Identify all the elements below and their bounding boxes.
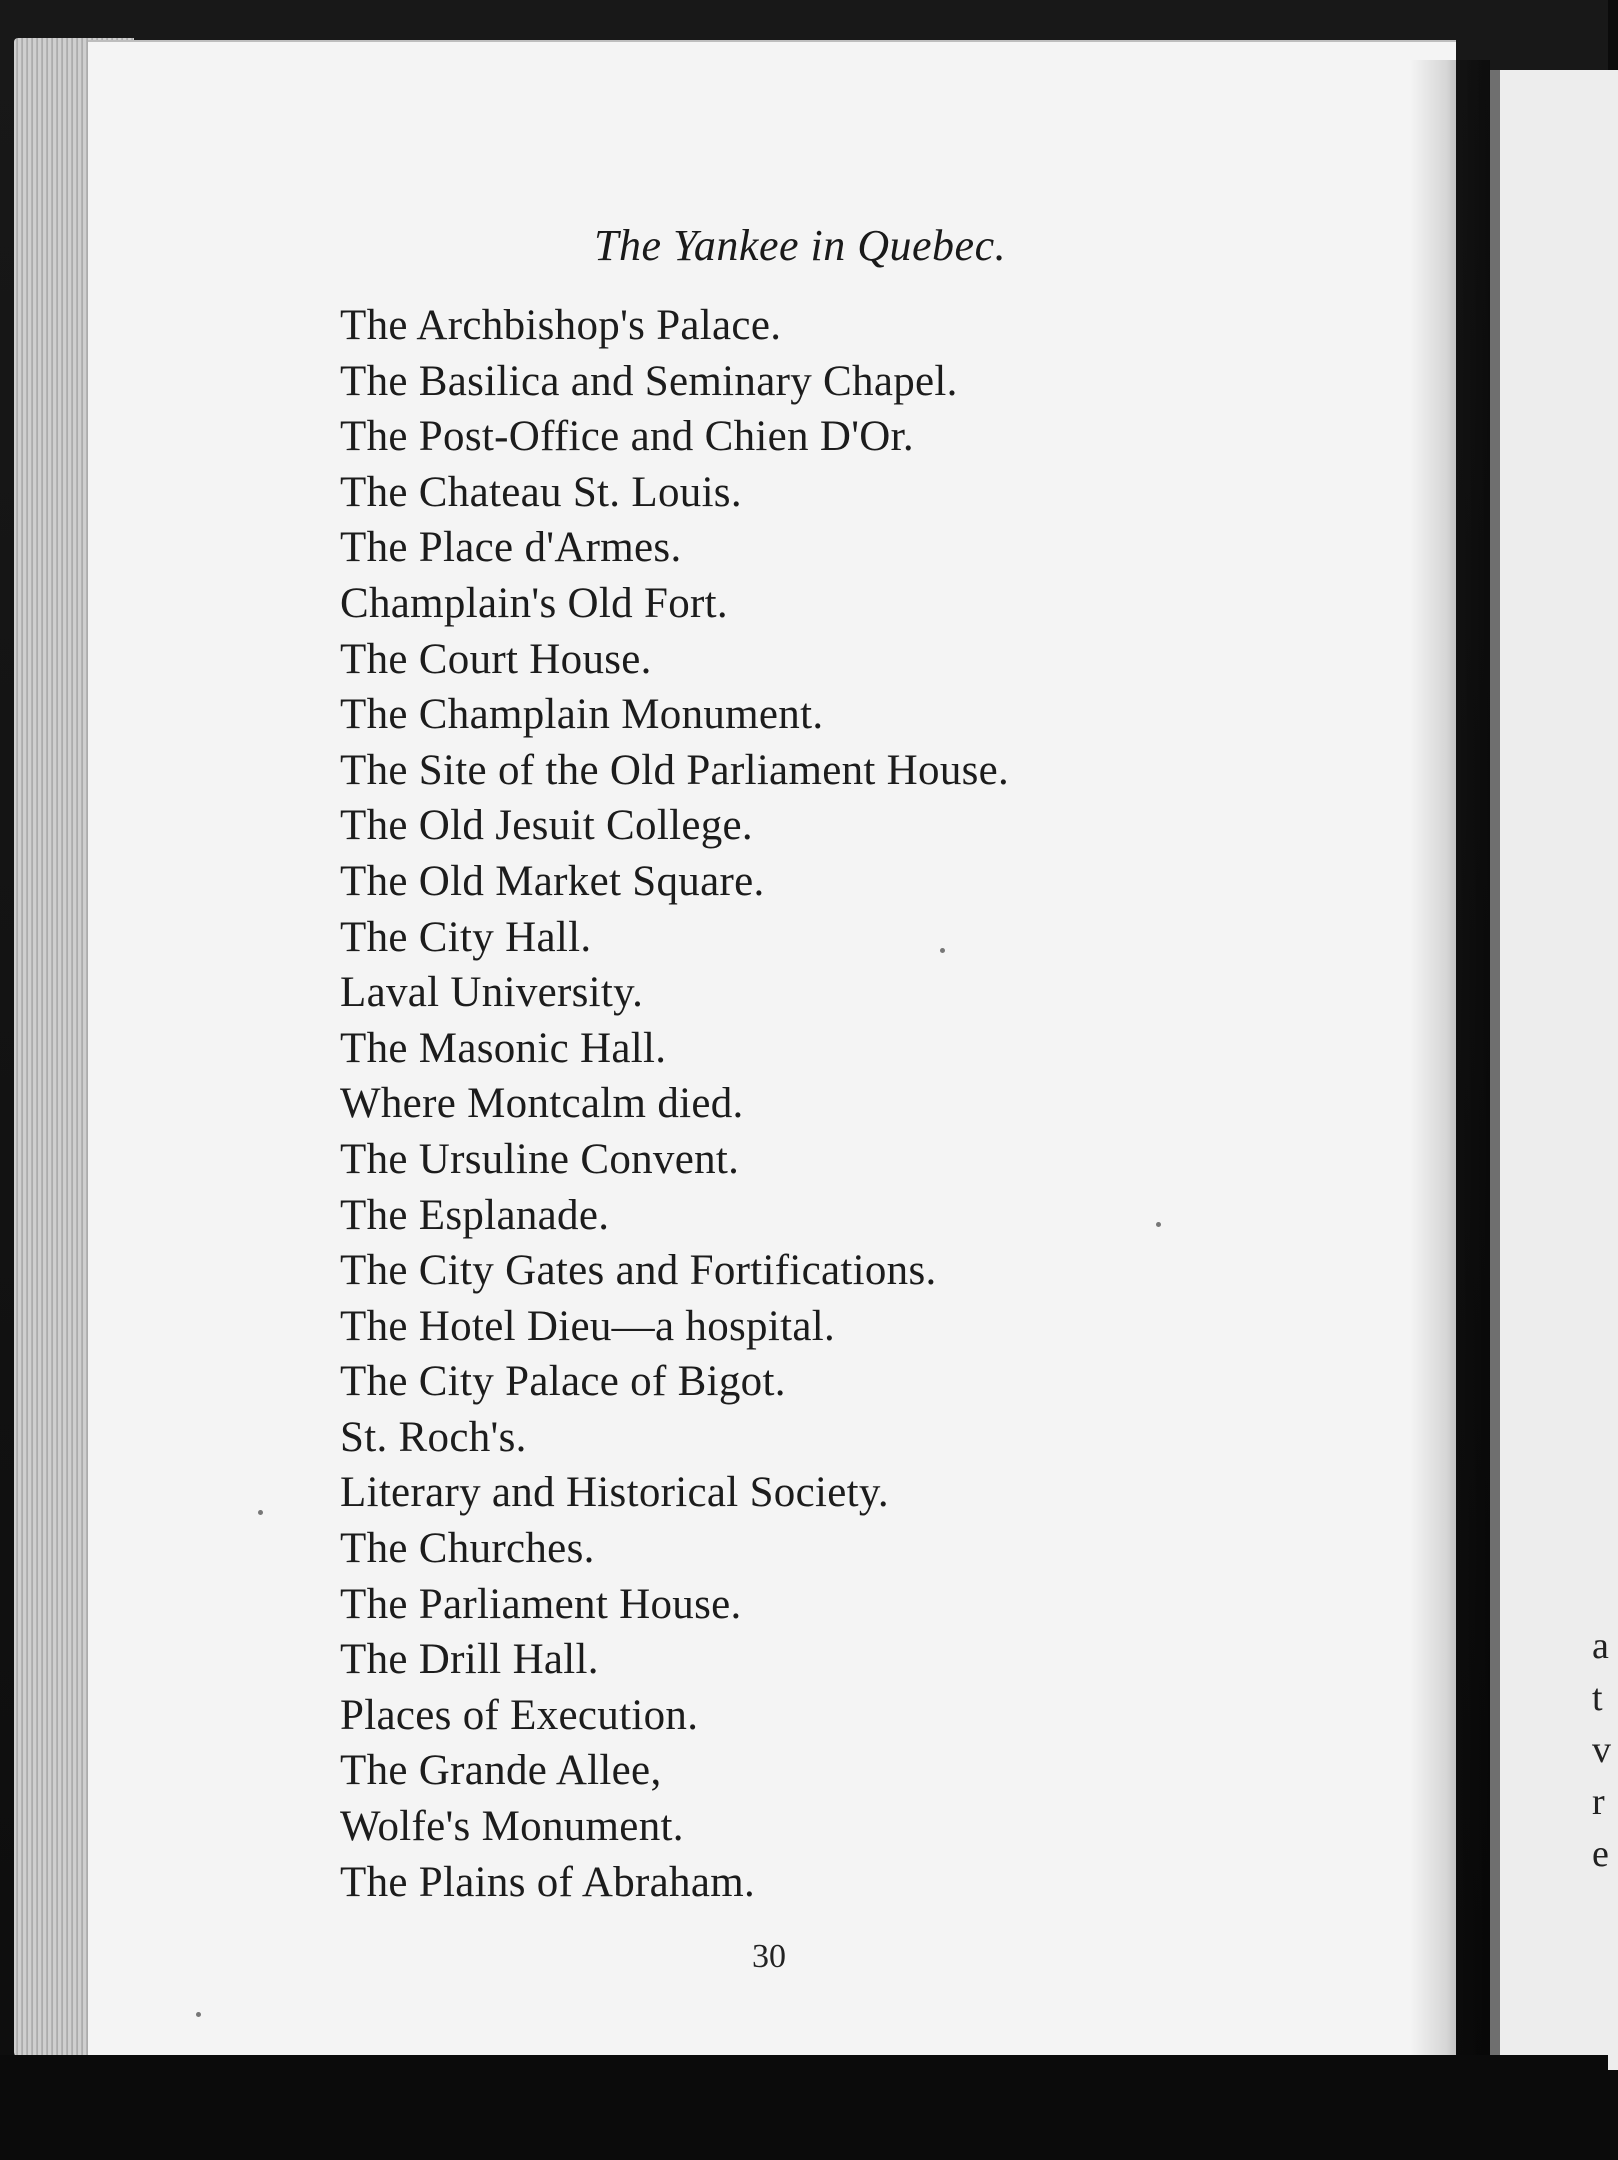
facing-letter: e [1592,1833,1609,1875]
list-item: The Old Market Square. [340,857,765,905]
list-item: The Place d'Armes. [340,524,682,572]
list-item: The Chateau St. Louis. [340,468,742,516]
list-item: The Grande Allee, [340,1747,662,1795]
list-item: The Site of the Old Parliament House. [340,746,1010,794]
facing-letter: t [1592,1677,1603,1719]
list-item: The Churches. [340,1525,595,1573]
list-item: Wolfe's Monument. [340,1803,684,1851]
running-title: The Yankee in Quebec. [594,221,1007,270]
list-item: The Champlain Monument. [340,691,824,739]
list-item: The Esplanade. [340,1191,610,1239]
list-item: The City Gates and Fortifications. [340,1247,937,1295]
list-item: Literary and Historical Society. [340,1469,889,1517]
list-item: The Ursuline Convent. [340,1135,740,1183]
list-item: The Drill Hall. [340,1636,599,1684]
facing-letter: r [1592,1781,1605,1823]
bottom-shadow [0,2055,1608,2160]
list-item: The Hotel Dieu—a hospital. [340,1302,836,1350]
list-item: The Court House. [340,635,652,683]
list-item: Where Montcalm died. [340,1080,744,1128]
facing-page-text [1592,1620,1612,1880]
contents-list [340,298,1420,1910]
list-item: The Basilica and Seminary Chapel. [340,357,958,405]
paper-speck [196,2012,201,2017]
list-item: St. Roch's. [340,1413,527,1461]
paper-speck [258,1510,263,1515]
list-item: The Post-Office and Chien D'Or. [340,413,914,461]
list-item: Places of Execution. [340,1691,699,1739]
list-item: The Parliament House. [340,1580,742,1628]
facing-letter: a [1592,1625,1609,1667]
list-item: The City Hall. [340,913,592,961]
list-item: Laval University. [340,969,644,1017]
list-item: Champlain's Old Fort. [340,579,728,627]
list-item: The Plains of Abraham. [340,1858,756,1906]
page-number: 30 [752,1938,786,1975]
list-item: The Masonic Hall. [340,1024,667,1072]
book-gutter-shadow [1410,60,1490,2060]
list-item: The City Palace of Bigot. [340,1358,786,1406]
list-item: The Archbishop's Palace. [340,302,782,349]
facing-letter: v [1592,1729,1611,1771]
list-item: The Old Jesuit College. [340,802,753,850]
